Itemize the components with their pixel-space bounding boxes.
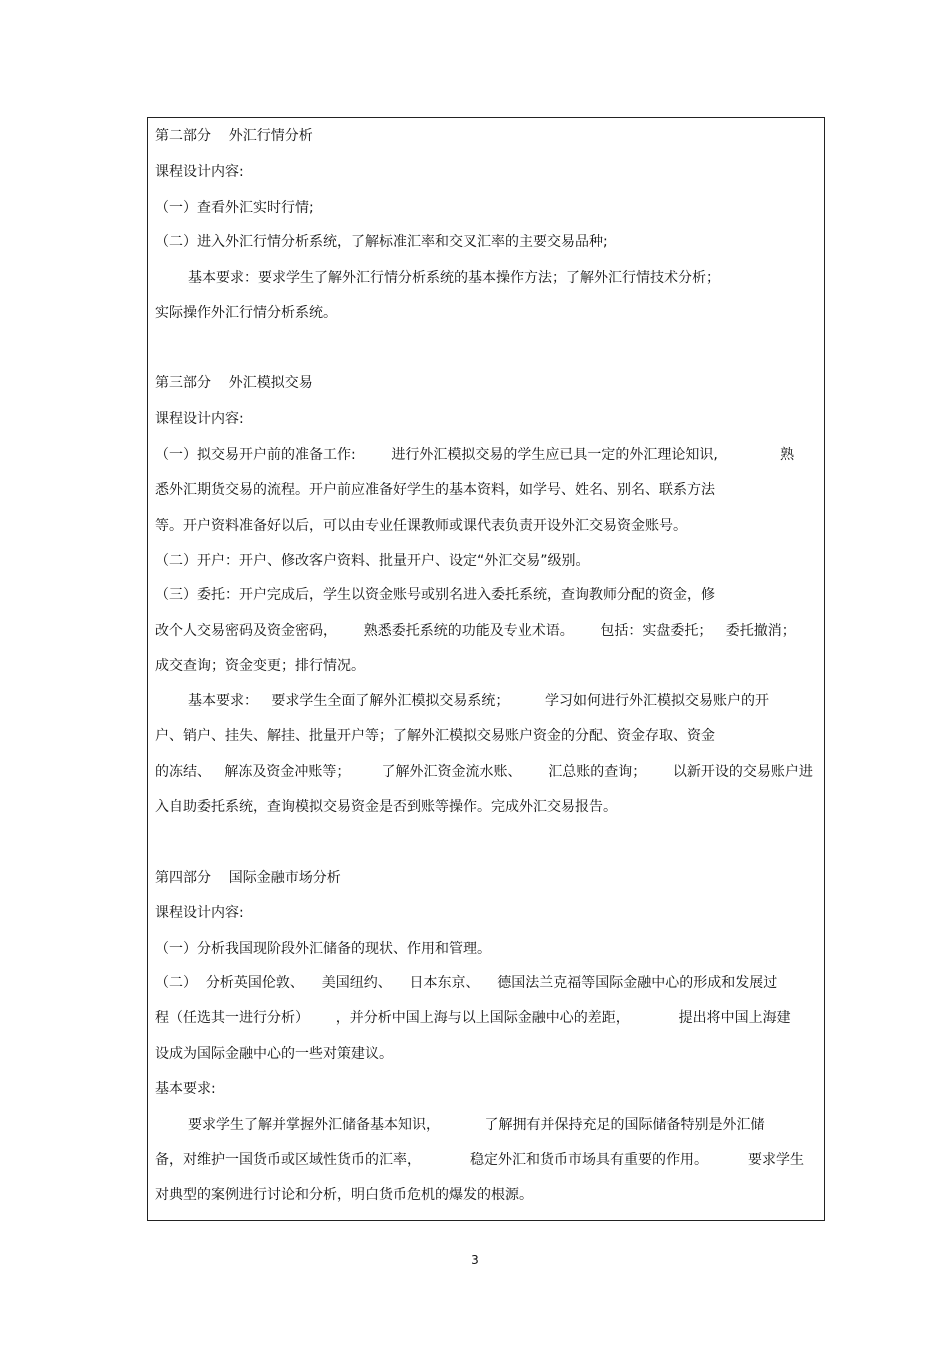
list-item: （二） 分析英国伦敦、 美国纽约、 日本东京、 德国法兰克福等国际金融中心的形成和发展过 — [155, 975, 778, 991]
section-title-part3: 第三部分 外汇模拟交易 — [155, 375, 313, 391]
requirement-label: 基本要求: — [155, 1081, 216, 1097]
requirement-text: 对典型的案例进行讨论和分析，明白货币危机的爆发的根源。 — [155, 1187, 533, 1203]
content-label: 课程设计内容: — [155, 411, 244, 427]
list-item: （三）委托：开户完成后，学生以资金账号或别名进入委托系统，查询教师分配的资金，修 — [155, 587, 715, 603]
requirement-text: 入自助委托系统，查询模拟交易资金是否到账等操作。完成外汇交易报告。 — [155, 799, 617, 815]
section-title-part4: 第四部分 国际金融市场分析 — [155, 870, 341, 886]
content-label: 课程设计内容: — [155, 905, 244, 921]
page-number: 3 — [471, 1253, 479, 1267]
list-item-continuation: 等。开户资料准备好以后，可以由专业任课教师或课代表负责开设外汇交易资金账号。 — [155, 518, 687, 534]
requirement-text: 基本要求：要求学生了解外汇行情分析系统的基本操作方法；了解外汇行情技术分析； — [188, 270, 720, 286]
list-item: （一）分析我国现阶段外汇储备的现状、作用和管理。 — [155, 941, 491, 957]
requirement-text: 备，对维护一国货币或区域性货币的汇率， 稳定外汇和货币市场具有重要的作用。 要求学生 — [155, 1152, 805, 1168]
list-item-continuation: 程（任选其一进行分析） ，并分析中国上海与以上国际金融中心的差距， 提出将中国上海建 — [155, 1010, 791, 1026]
list-item: （一）拟交易开户前的准备工作: 进行外汇模拟交易的学生应已具一定的外汇理论知识, 熟 — [155, 447, 795, 463]
list-item-continuation: 设成为国际金融中心的一些对策建议。 — [155, 1046, 393, 1062]
list-item: （一）查看外汇实时行情; — [155, 200, 314, 216]
list-item: （二）开户：开户、修改客户资料、批量开户、设定“外汇交易”级别。 — [155, 553, 590, 569]
section-title-part2: 第二部分 外汇行情分析 — [155, 128, 313, 144]
requirement-text: 基本要求： 要求学生全面了解外汇模拟交易系统； 学习如何进行外汇模拟交易账户的开 — [188, 693, 769, 709]
list-item: （二）进入外汇行情分析系统，了解标准汇率和交叉汇率的主要交易品种; — [155, 234, 608, 250]
requirement-text: 要求学生了解并掌握外汇储备基本知识， 了解拥有并保持充足的国际储备特别是外汇储 — [188, 1117, 765, 1133]
list-item-continuation: 悉外汇期货交易的流程。开户前应准备好学生的基本资料，如学号、姓名、别名、联系方法 — [155, 482, 715, 498]
content-label: 课程设计内容: — [155, 164, 244, 180]
requirement-text: 实际操作外汇行情分析系统。 — [155, 305, 337, 321]
requirement-text: 的冻结、 解冻及资金冲账等； 了解外汇资金流水账、 汇总账的查询； 以新开设的交易账户进 — [155, 764, 813, 780]
list-item-continuation: 改个人交易密码及资金密码， 熟悉委托系统的功能及专业术语。 包括：实盘委托； 委托撤消； — [155, 623, 796, 639]
requirement-text: 户、销户、挂失、解挂、批量开户等；了解外汇模拟交易账户资金的分配、资金存取、资金 — [155, 728, 715, 744]
list-item-continuation: 成交查询；资金变更；排行情况。 — [155, 658, 365, 674]
